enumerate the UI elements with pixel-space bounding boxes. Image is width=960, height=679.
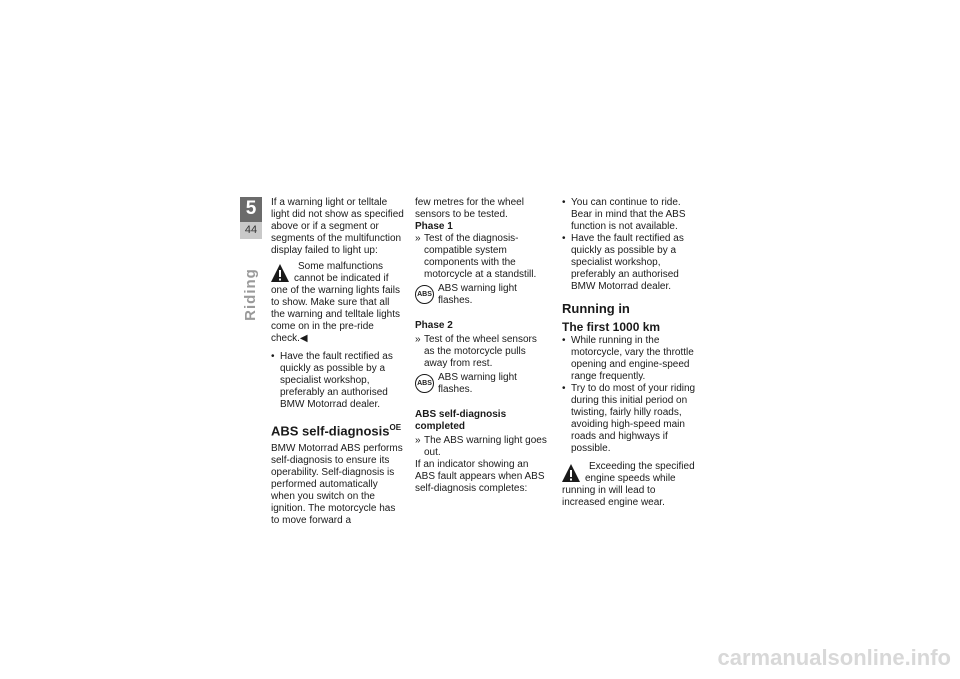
- section-heading: Running in: [562, 301, 630, 316]
- list-item: • Have the fault rectified as quickly as possible by a specialist workshop, preferably an authorised BMW Motorrad dealer.: [271, 351, 404, 411]
- warning-triangle-icon: [561, 463, 581, 483]
- indicator-text: ABS warning light flashes.: [438, 283, 517, 306]
- warning-note: [562, 461, 700, 509]
- page-number: 44: [240, 222, 262, 239]
- list-item: • Have the fault rectified as quickly as possible by a specialist workshop, preferably an authorised BMW Motorrad dealer.: [562, 233, 700, 293]
- list-item: • You can continue to ride. Bear in mind that the ABS function is not available.: [562, 197, 700, 233]
- phase-1-heading: Phase 1: [415, 221, 453, 232]
- phase-2-heading: Phase 2: [415, 320, 453, 331]
- abs-warning-icon: ABS: [415, 374, 434, 393]
- completed-heading: ABS self-diagnosis completed: [415, 409, 507, 432]
- list-item: • While running in the motorcycle, vary the throttle opening and engine-speed range frequently.: [562, 335, 700, 383]
- chapter-title: Riding: [242, 268, 259, 321]
- step-item: » Test of the diagnosis-compatible system components with the motorcycle at a standstill.: [415, 233, 549, 281]
- body-paragraph: few metres for the wheel sensors to be tested.: [415, 197, 524, 220]
- column-1: [271, 197, 404, 527]
- warning-note: [271, 261, 404, 345]
- subsection-heading: The first 1000 km: [562, 320, 661, 334]
- indicator-text: ABS warning light flashes.: [438, 372, 517, 395]
- step-item: » Test of the wheel sensors as the motorcycle pulls away from rest.: [415, 334, 549, 370]
- body-paragraph: If an indicator showing an ABS fault appears when ABS self-diagnosis completes:: [415, 459, 545, 494]
- warning-text: Exceeding the specified engine speeds while running in will lead to increased engine wear.: [562, 461, 695, 508]
- column-3: [562, 197, 700, 509]
- chapter-number: 5: [245, 198, 257, 219]
- warning-text: Some malfunctions cannot be indicated if one of the warning lights fails to show. Make sure that all the warning and telltale lights come on in the pre-ride check.◀: [271, 261, 400, 344]
- warning-triangle-icon: [270, 263, 290, 283]
- abs-indicator-row: [415, 283, 549, 307]
- section-heading: ABS self-diagnosis$^{OE}$: [271, 423, 402, 439]
- body-paragraph: BMW Motorrad ABS performs self-diagnosis to ensure its operability. Self-diagnosis is performed automatically when you switch on the ignition. The motorcycle has to move forward a: [271, 443, 403, 527]
- intro-paragraph: If a warning light or telltale light did not show as specified above or if a segment or segments of the multifunction display failed to light up:: [271, 197, 404, 256]
- watermark-text: carmanualsonline.info: [717, 645, 951, 670]
- abs-warning-icon: ABS: [415, 285, 434, 304]
- abs-indicator-row: [415, 372, 549, 396]
- column-2: [415, 197, 549, 495]
- step-item: » The ABS warning light goes out.: [415, 435, 549, 459]
- oe-superscript: OE: [389, 423, 402, 432]
- list-item: • Try to do most of your riding during this initial period on twisting, fairly hilly roads, avoiding high-speed main roads and highways if possible.: [562, 383, 700, 455]
